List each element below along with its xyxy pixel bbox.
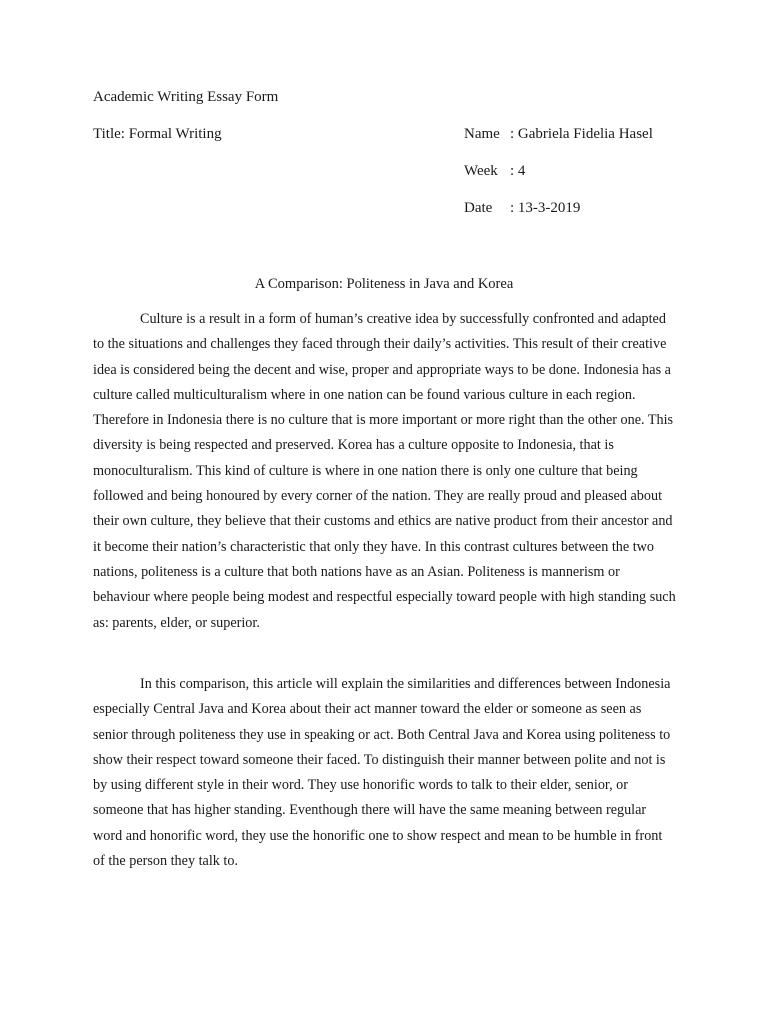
meta-week-key: Week — [464, 163, 498, 179]
meta-date-row — [464, 199, 580, 217]
essay-title: A Comparison: Politeness in Java and Korea — [254, 276, 514, 292]
title-line: Title: Formal Writing — [93, 126, 222, 142]
essay-paragraph-1: Culture is a result in a form of human’s creative idea by successfully confronted and adapted to the situations and challenges they faced through their daily’s activities. This result of their creative idea is considered being the decent and wise, proper and appropriate ways to be done. Indonesia has a culture called multiculturalism where in one nation can be found various culture in each region. Therefore in Indonesia there is no culture that is more important or more right than the other one. This diversity is being respected and preserved. Korea has a culture opposite to Indonesia, that is monoculturalism. This kind of culture is where in one nation there is only one culture that being followed and being honoured by every corner of the nation. They are really proud and pleased about their own culture, they believe that their customs and ethics are native product from their ancestor and it become their nation’s characteristic that only they have. In this contrast cultures between the two nations, politeness is a culture that both nations have as an Asian. Politeness is mannerism or behaviour where people being modest and respectful especially toward people with high standing such as: parents, elder, or superior. — [93, 311, 676, 631]
meta-week-value: : 4 — [510, 163, 526, 179]
essay-paragraph-2: In this comparison, this article will explain the similarities and differences between Indonesia especially Central Java and Korea about their act manner toward the elder or someone as seen as senior through politeness they use in speaking or act. Both Central Java and Korea using politeness to show their respect toward someone their faced. To distinguish their manner between polite and not is by using different style in their word. They use honorific words to talk to their elder, senior, or someone that has higher standing. Eventhough there will have the same meaning between regular word and honorific word, they use the honorific one to show respect and mean to be humble in front of the person they talk to. — [93, 676, 671, 870]
meta-week-row — [464, 162, 525, 180]
meta-date-value: : 13-3-2019 — [510, 200, 581, 216]
meta-name-value: : Gabriela Fidelia Hasel — [510, 126, 653, 142]
form-label: Academic Writing Essay Form — [93, 89, 279, 105]
meta-date-key: Date — [464, 200, 493, 216]
meta-name-key: Name — [464, 126, 500, 142]
meta-name-row — [464, 125, 653, 143]
